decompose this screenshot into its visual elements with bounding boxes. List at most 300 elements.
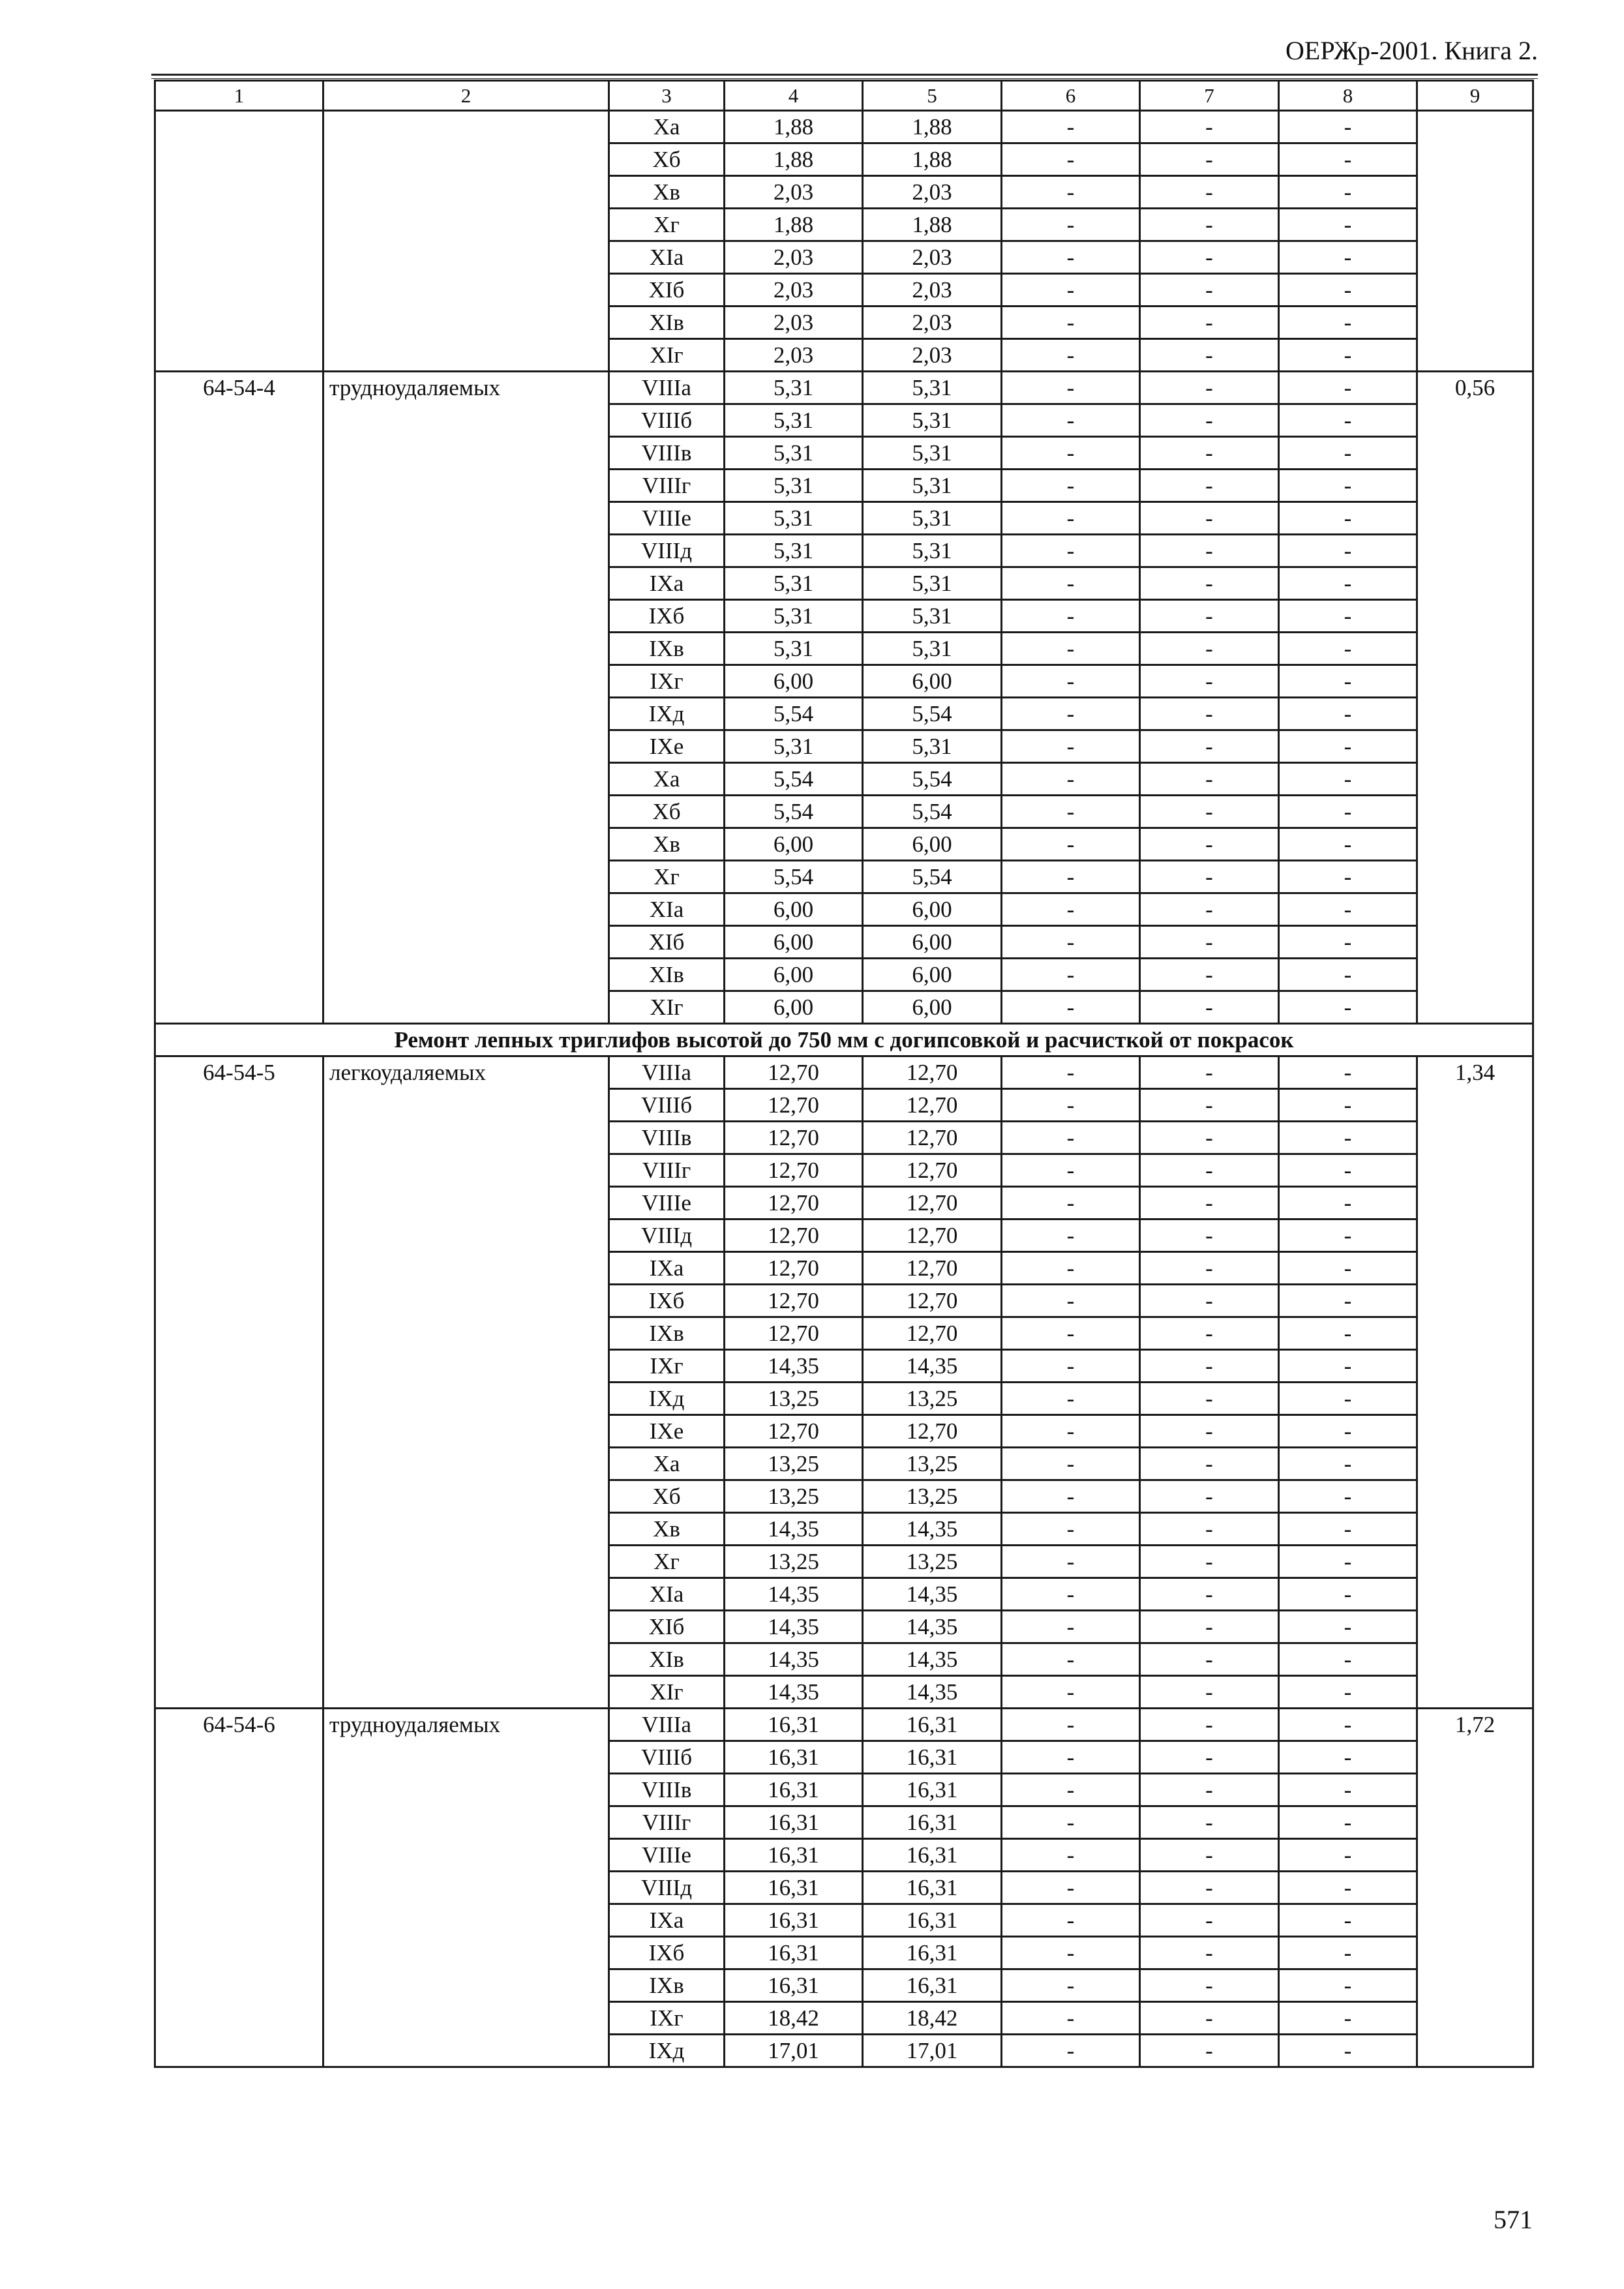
page-number: 571 <box>1494 2205 1533 2234</box>
cell-col7: - <box>1140 991 1279 1024</box>
cell-col7: - <box>1140 665 1279 698</box>
cell-col6: - <box>1002 1154 1140 1187</box>
cell-col7: - <box>1140 470 1279 502</box>
cell-col6: - <box>1002 1937 1140 1969</box>
cell-col7: - <box>1140 1448 1279 1480</box>
cell-col3: VIIIд <box>609 1872 725 1904</box>
norm-name-cell <box>323 2002 609 2035</box>
table-row <box>155 274 1533 307</box>
cell-col6: - <box>1002 1774 1140 1806</box>
cell-col6: - <box>1002 1122 1140 1154</box>
norm-name-cell <box>323 307 609 339</box>
norm-name-cell <box>323 1806 609 1839</box>
cell-col3: Xа <box>609 1448 725 1480</box>
table-row <box>155 307 1533 339</box>
norm-name-cell <box>323 2035 609 2067</box>
norm-code-cell <box>155 1676 323 1709</box>
norm-code-cell <box>155 111 323 143</box>
cell-col4: 5,54 <box>725 698 863 730</box>
cell-col3: VIIIв <box>609 1774 725 1806</box>
cell-col6: - <box>1002 1252 1140 1285</box>
norm-code-cell <box>155 1839 323 1872</box>
norm-name-cell <box>323 1676 609 1709</box>
cell-col5: 16,31 <box>863 1969 1002 2002</box>
cell-col4: 12,70 <box>725 1219 863 1252</box>
norm-code-cell <box>155 959 323 991</box>
cell-col3: IXг <box>609 1350 725 1383</box>
cell-col8: - <box>1279 535 1417 567</box>
table-row <box>155 241 1533 274</box>
table-row <box>155 828 1533 861</box>
table-row <box>155 665 1533 698</box>
table-row <box>155 1546 1533 1578</box>
norm-code-cell <box>155 1448 323 1480</box>
cell-col6: - <box>1002 796 1140 828</box>
cell-col5: 12,70 <box>863 1317 1002 1350</box>
cell-col7: - <box>1140 1513 1279 1546</box>
cell-col8: - <box>1279 1285 1417 1317</box>
column-number: 7 <box>1140 81 1279 111</box>
norm-code-cell <box>155 2002 323 2035</box>
column-number: 4 <box>725 81 863 111</box>
cell-col4: 12,70 <box>725 1317 863 1350</box>
cell-col8: - <box>1279 1448 1417 1480</box>
norm-name-cell <box>323 1285 609 1317</box>
cell-col4: 12,70 <box>725 1187 863 1219</box>
cell-col4: 13,25 <box>725 1480 863 1513</box>
cell-col8: - <box>1279 1122 1417 1154</box>
col9-value-cell <box>1417 1643 1533 1676</box>
col9-value-cell <box>1417 1904 1533 1937</box>
table-row <box>155 1122 1533 1154</box>
cell-col8: - <box>1279 698 1417 730</box>
table-row <box>155 1741 1533 1774</box>
col9-value-cell <box>1417 600 1533 633</box>
cell-col4: 12,70 <box>725 1415 863 1448</box>
cell-col8: - <box>1279 307 1417 339</box>
table-row <box>155 926 1533 959</box>
cell-col8: - <box>1279 1969 1417 2002</box>
cell-col3: XIб <box>609 926 725 959</box>
cell-col4: 12,70 <box>725 1122 863 1154</box>
cell-col4: 1,88 <box>725 111 863 143</box>
norm-name-cell <box>323 1643 609 1676</box>
cell-col7: - <box>1140 1709 1279 1741</box>
column-number: 6 <box>1002 81 1140 111</box>
cell-col5: 5,31 <box>863 502 1002 535</box>
cell-col8: - <box>1279 502 1417 535</box>
col9-value-cell <box>1417 730 1533 763</box>
cell-col3: IXб <box>609 1285 725 1317</box>
norm-name-cell <box>323 567 609 600</box>
column-numbers-row <box>155 81 1533 111</box>
cell-col3: IXд <box>609 1383 725 1415</box>
cell-col5: 14,35 <box>863 1611 1002 1643</box>
cell-col4: 5,31 <box>725 633 863 665</box>
norm-code-cell <box>155 1154 323 1187</box>
table-row <box>155 1839 1533 1872</box>
cell-col7: - <box>1140 1285 1279 1317</box>
norm-code-cell <box>155 1513 323 1546</box>
cell-col7: - <box>1140 2035 1279 2067</box>
col9-value-cell <box>1417 1252 1533 1285</box>
cell-col7: - <box>1140 1383 1279 1415</box>
cell-col4: 2,03 <box>725 307 863 339</box>
norm-name-cell <box>323 959 609 991</box>
cell-col6: - <box>1002 600 1140 633</box>
norm-code-cell <box>155 1219 323 1252</box>
cell-col5: 12,70 <box>863 1154 1002 1187</box>
table-row <box>155 502 1533 535</box>
cell-col8: - <box>1279 241 1417 274</box>
cell-col4: 13,25 <box>725 1448 863 1480</box>
norm-name-cell <box>323 1122 609 1154</box>
col9-value-cell <box>1417 1187 1533 1219</box>
table-row <box>155 763 1533 796</box>
col9-value-cell <box>1417 307 1533 339</box>
cell-col4: 5,54 <box>725 796 863 828</box>
table-row <box>155 600 1533 633</box>
cell-col5: 5,31 <box>863 404 1002 437</box>
cell-col4: 12,70 <box>725 1154 863 1187</box>
cell-col4: 12,70 <box>725 1056 863 1089</box>
column-number: 2 <box>323 81 609 111</box>
cell-col5: 16,31 <box>863 1872 1002 1904</box>
cell-col8: - <box>1279 1089 1417 1122</box>
norm-code-cell <box>155 1643 323 1676</box>
cell-col3: VIIIе <box>609 1839 725 1872</box>
norm-name-cell <box>323 1937 609 1969</box>
cell-col4: 5,31 <box>725 730 863 763</box>
col9-value-cell <box>1417 535 1533 567</box>
cell-col4: 14,35 <box>725 1676 863 1709</box>
cell-col4: 14,35 <box>725 1611 863 1643</box>
norm-name-cell <box>323 209 609 241</box>
cell-col3: VIIIб <box>609 1741 725 1774</box>
cell-col8: - <box>1279 339 1417 372</box>
col9-value-cell <box>1417 1219 1533 1252</box>
table-row <box>155 1676 1533 1709</box>
norm-code-cell <box>155 1480 323 1513</box>
table-row <box>155 1285 1533 1317</box>
cell-col8: - <box>1279 1709 1417 1741</box>
cell-col7: - <box>1140 1578 1279 1611</box>
column-number: 9 <box>1417 81 1533 111</box>
table-row <box>155 1089 1533 1122</box>
cell-col6: - <box>1002 861 1140 893</box>
cell-col5: 12,70 <box>863 1122 1002 1154</box>
cell-col3: Xг <box>609 209 725 241</box>
cell-col4: 5,31 <box>725 567 863 600</box>
cell-col8: - <box>1279 1056 1417 1089</box>
cell-col7: - <box>1140 1546 1279 1578</box>
norm-name-cell <box>323 502 609 535</box>
cell-col8: - <box>1279 111 1417 143</box>
col9-value-cell <box>1417 665 1533 698</box>
table-row <box>155 1383 1533 1415</box>
col9-value-cell <box>1417 404 1533 437</box>
cell-col5: 12,70 <box>863 1252 1002 1285</box>
norm-name-cell: трудноудаляемых <box>323 1709 609 1741</box>
table-row <box>155 143 1533 176</box>
cell-col4: 6,00 <box>725 926 863 959</box>
cell-col8: - <box>1279 828 1417 861</box>
norm-code-cell <box>155 1089 323 1122</box>
cell-col4: 6,00 <box>725 991 863 1024</box>
cell-col7: - <box>1140 893 1279 926</box>
col9-value-cell <box>1417 339 1533 372</box>
cell-col4: 12,70 <box>725 1285 863 1317</box>
cell-col3: VIIIд <box>609 535 725 567</box>
cell-col4: 16,31 <box>725 1774 863 1806</box>
cell-col3: VIIIе <box>609 502 725 535</box>
norm-name-cell <box>323 143 609 176</box>
norm-name-cell <box>323 1187 609 1219</box>
cell-col7: - <box>1140 567 1279 600</box>
cell-col8: - <box>1279 1187 1417 1219</box>
cell-col7: - <box>1140 143 1279 176</box>
cell-col4: 6,00 <box>725 828 863 861</box>
cell-col8: - <box>1279 1741 1417 1774</box>
cell-col6: - <box>1002 730 1140 763</box>
cell-col8: - <box>1279 1154 1417 1187</box>
cell-col3: XIг <box>609 991 725 1024</box>
table-row <box>155 633 1533 665</box>
cell-col8: - <box>1279 796 1417 828</box>
table-row <box>155 372 1533 404</box>
col9-value-cell <box>1417 828 1533 861</box>
norm-code-cell <box>155 1252 323 1285</box>
cell-col3: IXд <box>609 2035 725 2067</box>
norm-code-cell <box>155 600 323 633</box>
cell-col7: - <box>1140 1643 1279 1676</box>
cell-col3: IXв <box>609 1969 725 2002</box>
cell-col5: 5,31 <box>863 470 1002 502</box>
norm-code-cell <box>155 763 323 796</box>
column-number: 3 <box>609 81 725 111</box>
cell-col7: - <box>1140 828 1279 861</box>
cell-col4: 5,31 <box>725 470 863 502</box>
cell-col6: - <box>1002 176 1140 209</box>
norm-name-cell <box>323 893 609 926</box>
cell-col5: 2,03 <box>863 274 1002 307</box>
cell-col7: - <box>1140 600 1279 633</box>
col9-value-cell <box>1417 926 1533 959</box>
cell-col8: - <box>1279 274 1417 307</box>
cell-col7: - <box>1140 1741 1279 1774</box>
cell-col4: 5,31 <box>725 502 863 535</box>
col9-value-cell <box>1417 567 1533 600</box>
column-number: 8 <box>1279 81 1417 111</box>
cell-col8: - <box>1279 1578 1417 1611</box>
cell-col5: 14,35 <box>863 1643 1002 1676</box>
norm-code-cell: 64-54-5 <box>155 1056 323 1089</box>
norm-name-cell <box>323 1252 609 1285</box>
cell-col6: - <box>1002 1578 1140 1611</box>
cell-col4: 12,70 <box>725 1252 863 1285</box>
cell-col3: Xб <box>609 796 725 828</box>
cell-col6: - <box>1002 1187 1140 1219</box>
norm-name-cell <box>323 1350 609 1383</box>
cell-col5: 12,70 <box>863 1219 1002 1252</box>
cell-col8: - <box>1279 665 1417 698</box>
cell-col5: 16,31 <box>863 1774 1002 1806</box>
table-row <box>155 339 1533 372</box>
col9-value-cell <box>1417 1122 1533 1154</box>
cell-col7: - <box>1140 1122 1279 1154</box>
table-row <box>155 1252 1533 1285</box>
norm-code-cell <box>155 1350 323 1383</box>
norm-name-cell <box>323 665 609 698</box>
cell-col8: - <box>1279 404 1417 437</box>
norm-name-cell <box>323 241 609 274</box>
norm-name-cell <box>323 437 609 470</box>
cell-col4: 16,31 <box>725 1872 863 1904</box>
col9-value-cell <box>1417 1937 1533 1969</box>
cell-col5: 6,00 <box>863 991 1002 1024</box>
col9-value-cell <box>1417 1448 1533 1480</box>
cell-col7: - <box>1140 1774 1279 1806</box>
cell-col5: 17,01 <box>863 2035 1002 2067</box>
norm-code-cell <box>155 1383 323 1415</box>
cell-col5: 12,70 <box>863 1285 1002 1317</box>
cell-col7: - <box>1140 241 1279 274</box>
col9-value-cell <box>1417 1546 1533 1578</box>
cell-col5: 16,31 <box>863 1904 1002 1937</box>
norm-name-cell <box>323 796 609 828</box>
col9-value-cell <box>1417 1089 1533 1122</box>
cell-col6: - <box>1002 274 1140 307</box>
cell-col3: VIIIг <box>609 470 725 502</box>
col9-value-cell <box>1417 470 1533 502</box>
norm-code-cell: 64-54-4 <box>155 372 323 404</box>
table-row <box>155 209 1533 241</box>
cell-col8: - <box>1279 143 1417 176</box>
norm-code-cell <box>155 1317 323 1350</box>
cell-col6: - <box>1002 209 1140 241</box>
cell-col8: - <box>1279 1513 1417 1546</box>
norm-code-cell <box>155 1872 323 1904</box>
col9-value-cell <box>1417 698 1533 730</box>
cell-col3: IXв <box>609 1317 725 1350</box>
norm-code-cell <box>155 1578 323 1611</box>
cell-col3: Xв <box>609 1513 725 1546</box>
cell-col6: - <box>1002 1904 1140 1937</box>
table-row <box>155 991 1533 1024</box>
cell-col6: - <box>1002 959 1140 991</box>
cell-col7: - <box>1140 307 1279 339</box>
cell-col7: - <box>1140 861 1279 893</box>
cell-col3: IXа <box>609 1252 725 1285</box>
cell-col3: XIа <box>609 241 725 274</box>
col9-value-cell <box>1417 1872 1533 1904</box>
cell-col6: - <box>1002 1611 1140 1643</box>
cell-col6: - <box>1002 339 1140 372</box>
cell-col4: 16,31 <box>725 1904 863 1937</box>
norm-name-cell <box>323 176 609 209</box>
norm-code-cell <box>155 828 323 861</box>
cell-col6: - <box>1002 1741 1140 1774</box>
norm-code-cell <box>155 1546 323 1578</box>
cell-col7: - <box>1140 959 1279 991</box>
norm-name-cell <box>323 1448 609 1480</box>
cell-col4: 2,03 <box>725 241 863 274</box>
col9-value-cell <box>1417 111 1533 143</box>
norm-code-cell <box>155 698 323 730</box>
table-row <box>155 1513 1533 1546</box>
cell-col5: 13,25 <box>863 1480 1002 1513</box>
table-row <box>155 861 1533 893</box>
cell-col3: IXд <box>609 698 725 730</box>
cell-col3: Xв <box>609 828 725 861</box>
cell-col6: - <box>1002 1415 1140 1448</box>
cell-col3: VIIIа <box>609 1056 725 1089</box>
norm-name-cell <box>323 828 609 861</box>
table-row <box>155 1969 1533 2002</box>
table-row <box>155 893 1533 926</box>
norm-name-cell <box>323 1219 609 1252</box>
norm-name-cell <box>323 1839 609 1872</box>
cell-col8: - <box>1279 926 1417 959</box>
cell-col6: - <box>1002 535 1140 567</box>
cell-col6: - <box>1002 1709 1140 1741</box>
cell-col3: XIв <box>609 1643 725 1676</box>
norm-code-cell <box>155 437 323 470</box>
cell-col4: 14,35 <box>725 1578 863 1611</box>
cell-col4: 16,31 <box>725 1937 863 1969</box>
cell-col4: 5,54 <box>725 763 863 796</box>
cell-col8: - <box>1279 1611 1417 1643</box>
cell-col5: 14,35 <box>863 1513 1002 1546</box>
table-row <box>155 1219 1533 1252</box>
table-body <box>155 81 1533 2067</box>
norm-name-cell <box>323 274 609 307</box>
cell-col7: - <box>1140 926 1279 959</box>
cell-col6: - <box>1002 1350 1140 1383</box>
norm-name-cell <box>323 698 609 730</box>
col9-value-cell <box>1417 1154 1533 1187</box>
table-row <box>155 1611 1533 1643</box>
col9-value-cell <box>1417 1350 1533 1383</box>
cell-col6: - <box>1002 111 1140 143</box>
cell-col8: - <box>1279 567 1417 600</box>
table-row <box>155 1056 1533 1089</box>
cell-col5: 1,88 <box>863 143 1002 176</box>
cell-col5: 5,54 <box>863 698 1002 730</box>
cell-col3: IXв <box>609 633 725 665</box>
col9-value-cell <box>1417 502 1533 535</box>
norm-name-cell <box>323 1513 609 1546</box>
norm-code-cell <box>155 2035 323 2067</box>
cell-col7: - <box>1140 763 1279 796</box>
norm-code-cell <box>155 307 323 339</box>
cell-col5: 16,31 <box>863 1839 1002 1872</box>
cell-col3: Xб <box>609 1480 725 1513</box>
norm-name-cell <box>323 1089 609 1122</box>
cell-col3: Xа <box>609 763 725 796</box>
section-title: Ремонт лепных триглифов высотой до 750 мм с догипсовкой и расчисткой от покрасок <box>155 1024 1533 1056</box>
cell-col7: - <box>1140 1056 1279 1089</box>
cell-col4: 16,31 <box>725 1806 863 1839</box>
norm-name-cell <box>323 1546 609 1578</box>
norm-name-cell <box>323 1415 609 1448</box>
cell-col7: - <box>1140 1839 1279 1872</box>
norm-name-cell <box>323 404 609 437</box>
norm-name-cell <box>323 1611 609 1643</box>
cell-col3: VIIIб <box>609 1089 725 1122</box>
norm-code-cell <box>155 796 323 828</box>
cell-col7: - <box>1140 1611 1279 1643</box>
